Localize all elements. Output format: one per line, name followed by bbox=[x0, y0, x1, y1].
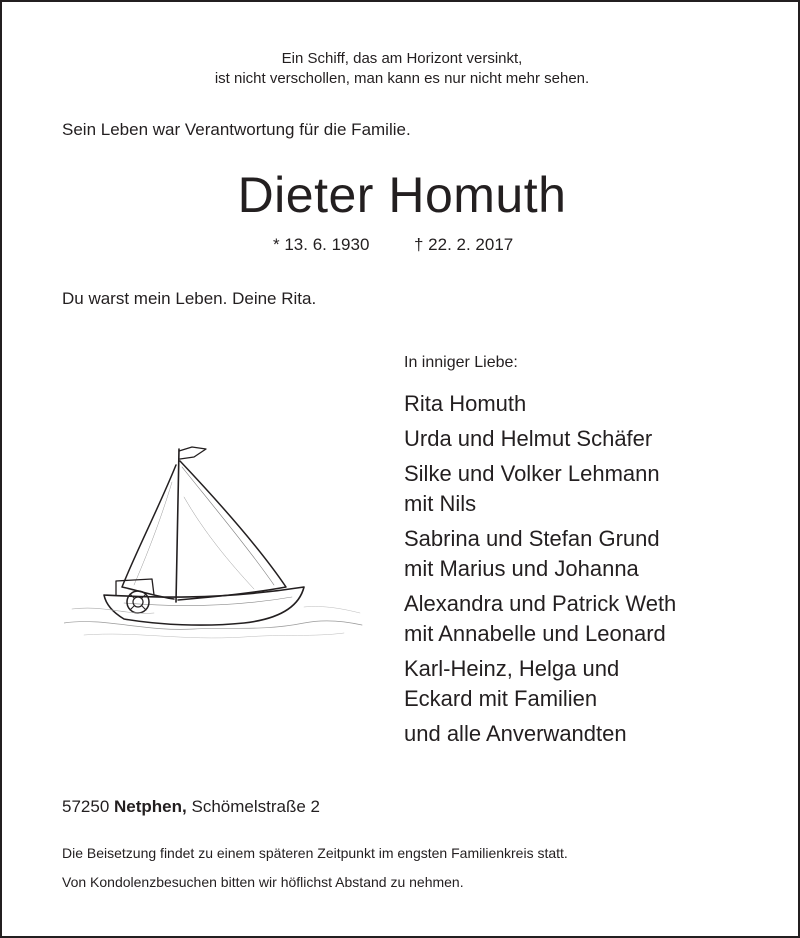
mourner-line: Sabrina und Stefan Grund bbox=[404, 526, 660, 551]
mourner-line: Eckard mit Familien bbox=[404, 686, 598, 711]
mourner-line: Silke und Volker Lehmann bbox=[404, 461, 660, 486]
burial-note: Die Beisetzung findet zu einem späteren Zeitpunkt im engsten Familienkreis statt. bbox=[62, 845, 568, 861]
death-date: † 22. 2. 2017 bbox=[414, 235, 514, 254]
birth-date: * 13. 6. 1930 bbox=[273, 235, 370, 254]
mourner-line: und alle Anverwandten bbox=[404, 721, 627, 746]
mourners-list bbox=[404, 389, 676, 749]
mourner-line: Urda und Helmut Schäfer bbox=[404, 426, 653, 451]
quote-line-2: ist nicht verschollen, man kann es nur nicht mehr sehen. bbox=[214, 70, 590, 87]
sailboat-icon bbox=[64, 437, 364, 647]
mourners-heading: In inniger Liebe: bbox=[404, 354, 518, 371]
mourner-line: mit Annabelle und Leonard bbox=[404, 621, 666, 646]
mourner-line: mit Nils bbox=[404, 491, 477, 516]
deceased-name: Dieter Homuth bbox=[237, 167, 567, 223]
personal-note: Du warst mein Leben. Deine Rita. bbox=[62, 289, 317, 308]
mourner-line: Rita Homuth bbox=[404, 391, 527, 416]
mourner-line: Alexandra und Patrick Weth bbox=[404, 591, 677, 616]
address bbox=[62, 797, 320, 817]
mourner-line: Karl-Heinz, Helga und bbox=[404, 656, 620, 681]
address-zip: 57250 bbox=[62, 797, 110, 816]
mourner-line: mit Marius und Johanna bbox=[404, 556, 639, 581]
condolence-note: Von Kondolenzbesuchen bitten wir höflichst Abstand zu nehmen. bbox=[62, 874, 464, 890]
address-city: Netphen, bbox=[114, 797, 187, 816]
address-street: Schömelstraße 2 bbox=[191, 797, 320, 816]
intro-text: Sein Leben war Verantwortung für die Familie. bbox=[62, 120, 411, 139]
quote-line-1: Ein Schiff, das am Horizont versinkt, bbox=[281, 50, 523, 67]
